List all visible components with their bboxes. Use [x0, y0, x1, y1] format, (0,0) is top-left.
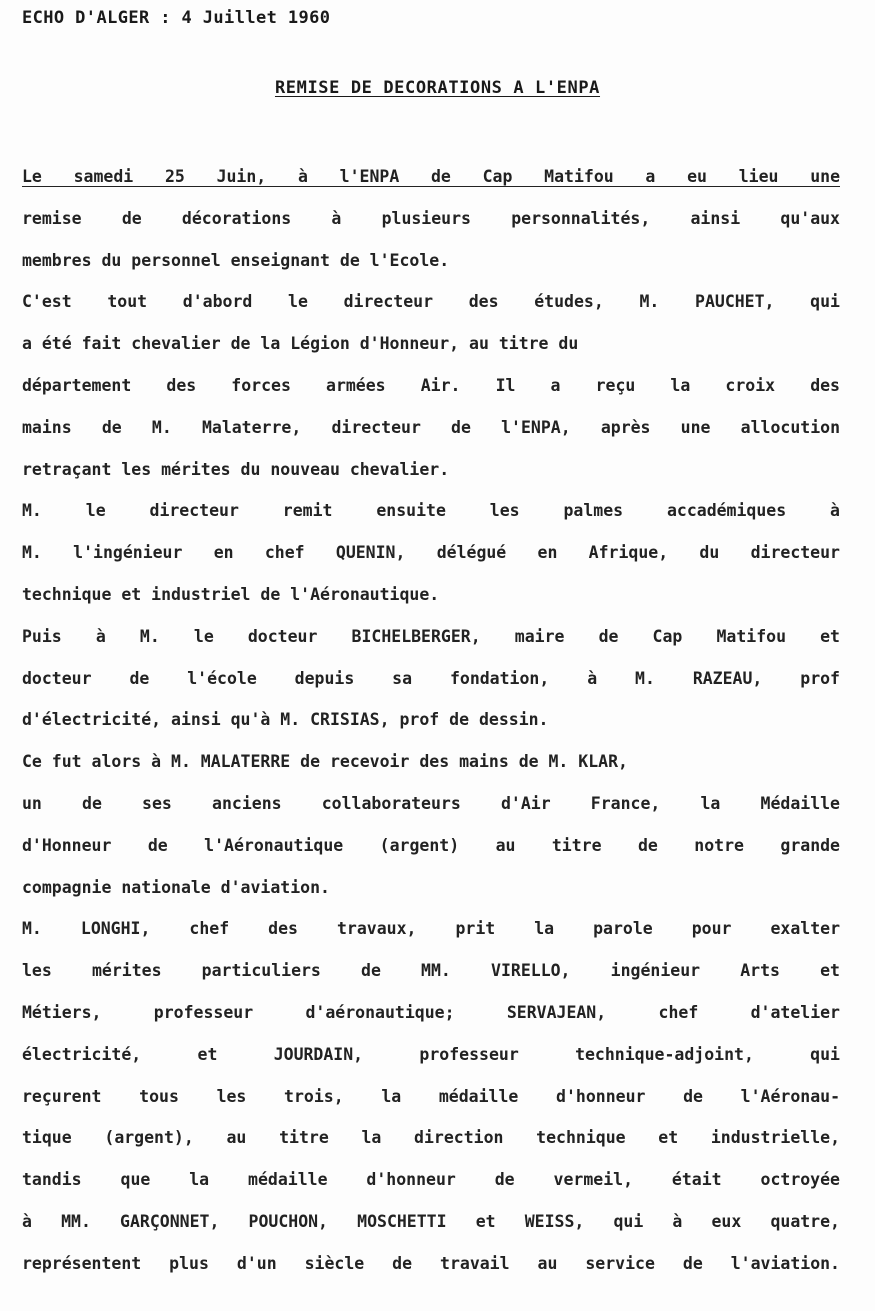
article-body	[22, 160, 840, 1289]
article-line: a été fait chevalier de la Légion d'Honneur, au titre du	[22, 334, 579, 354]
article-line: Métiers, professeur d'aéronautique; SERVAJEAN, chef d'atelier	[22, 1002, 840, 1022]
article-line: Puis à M. le docteur BICHELBERGER, maire de Cap Matifou et	[22, 626, 840, 646]
article-line: mains de M. Malaterre, directeur de l'ENPA, après une allocution	[22, 417, 840, 437]
article-line: un de ses anciens collaborateurs d'Air France, la Médaille	[22, 793, 840, 813]
article-line: docteur de l'école depuis sa fondation, à M. RAZEAU, prof	[22, 668, 840, 688]
article-line: technique et industriel de l'Aéronautique.	[22, 584, 440, 604]
article-line: C'est tout d'abord le directeur des études, M. PAUCHET, qui	[22, 292, 840, 312]
article-line: les mérites particuliers de MM. VIRELLO, ingénieur Arts et	[22, 961, 840, 981]
article-line: Ce fut alors à M. MALATERRE de recevoir des mains de M. KLAR,	[22, 752, 628, 772]
article-line: remise de décorations à plusieurs personnalités, ainsi qu'aux	[22, 208, 840, 228]
article-line: d'électricité, ainsi qu'à M. CRISIAS, prof de dessin.	[22, 710, 549, 730]
article-line: représentent plus d'un siècle de travail au service de l'aviation.	[22, 1253, 840, 1273]
article-line: membres du personnel enseignant de l'Ecole.	[22, 250, 450, 270]
article-line: M. l'ingénieur en chef QUENIN, délégué en Afrique, du directeur	[22, 543, 840, 563]
article-line: M. LONGHI, chef des travaux, prit la parole pour exalter	[22, 919, 840, 939]
article-line: d'Honneur de l'Aéronautique (argent) au titre de notre grande	[22, 835, 840, 855]
newspaper-header: ECHO D'ALGER : 4 Juillet 1960	[22, 8, 331, 28]
article-line: compagnie nationale d'aviation.	[22, 877, 330, 897]
article-line: tique (argent), au titre la direction technique et industrielle,	[22, 1128, 840, 1148]
article-line: retraçant les mérites du nouveau chevalier.	[22, 459, 450, 479]
article-line: électricité, et JOURDAIN, professeur technique-adjoint, qui	[22, 1044, 840, 1064]
article-line: département des forces armées Air. Il a reçu la croix des	[22, 375, 840, 395]
article-line: Le samedi 25 Juin, à l'ENPA de Cap Matifou a eu lieu une	[22, 167, 840, 186]
article-line: reçurent tous les trois, la médaille d'honneur de l'Aéronau-	[22, 1086, 840, 1106]
article-title: REMISE DE DECORATIONS A L'ENPA	[274, 78, 601, 98]
article-line: tandis que la médaille d'honneur de vermeil, était octroyée	[22, 1170, 840, 1190]
article-line: à MM. GARÇONNET, POUCHON, MOSCHETTI et WEISS, qui à eux quatre,	[22, 1211, 840, 1231]
article-line: M. le directeur remit ensuite les palmes accadémiques à	[22, 501, 840, 521]
